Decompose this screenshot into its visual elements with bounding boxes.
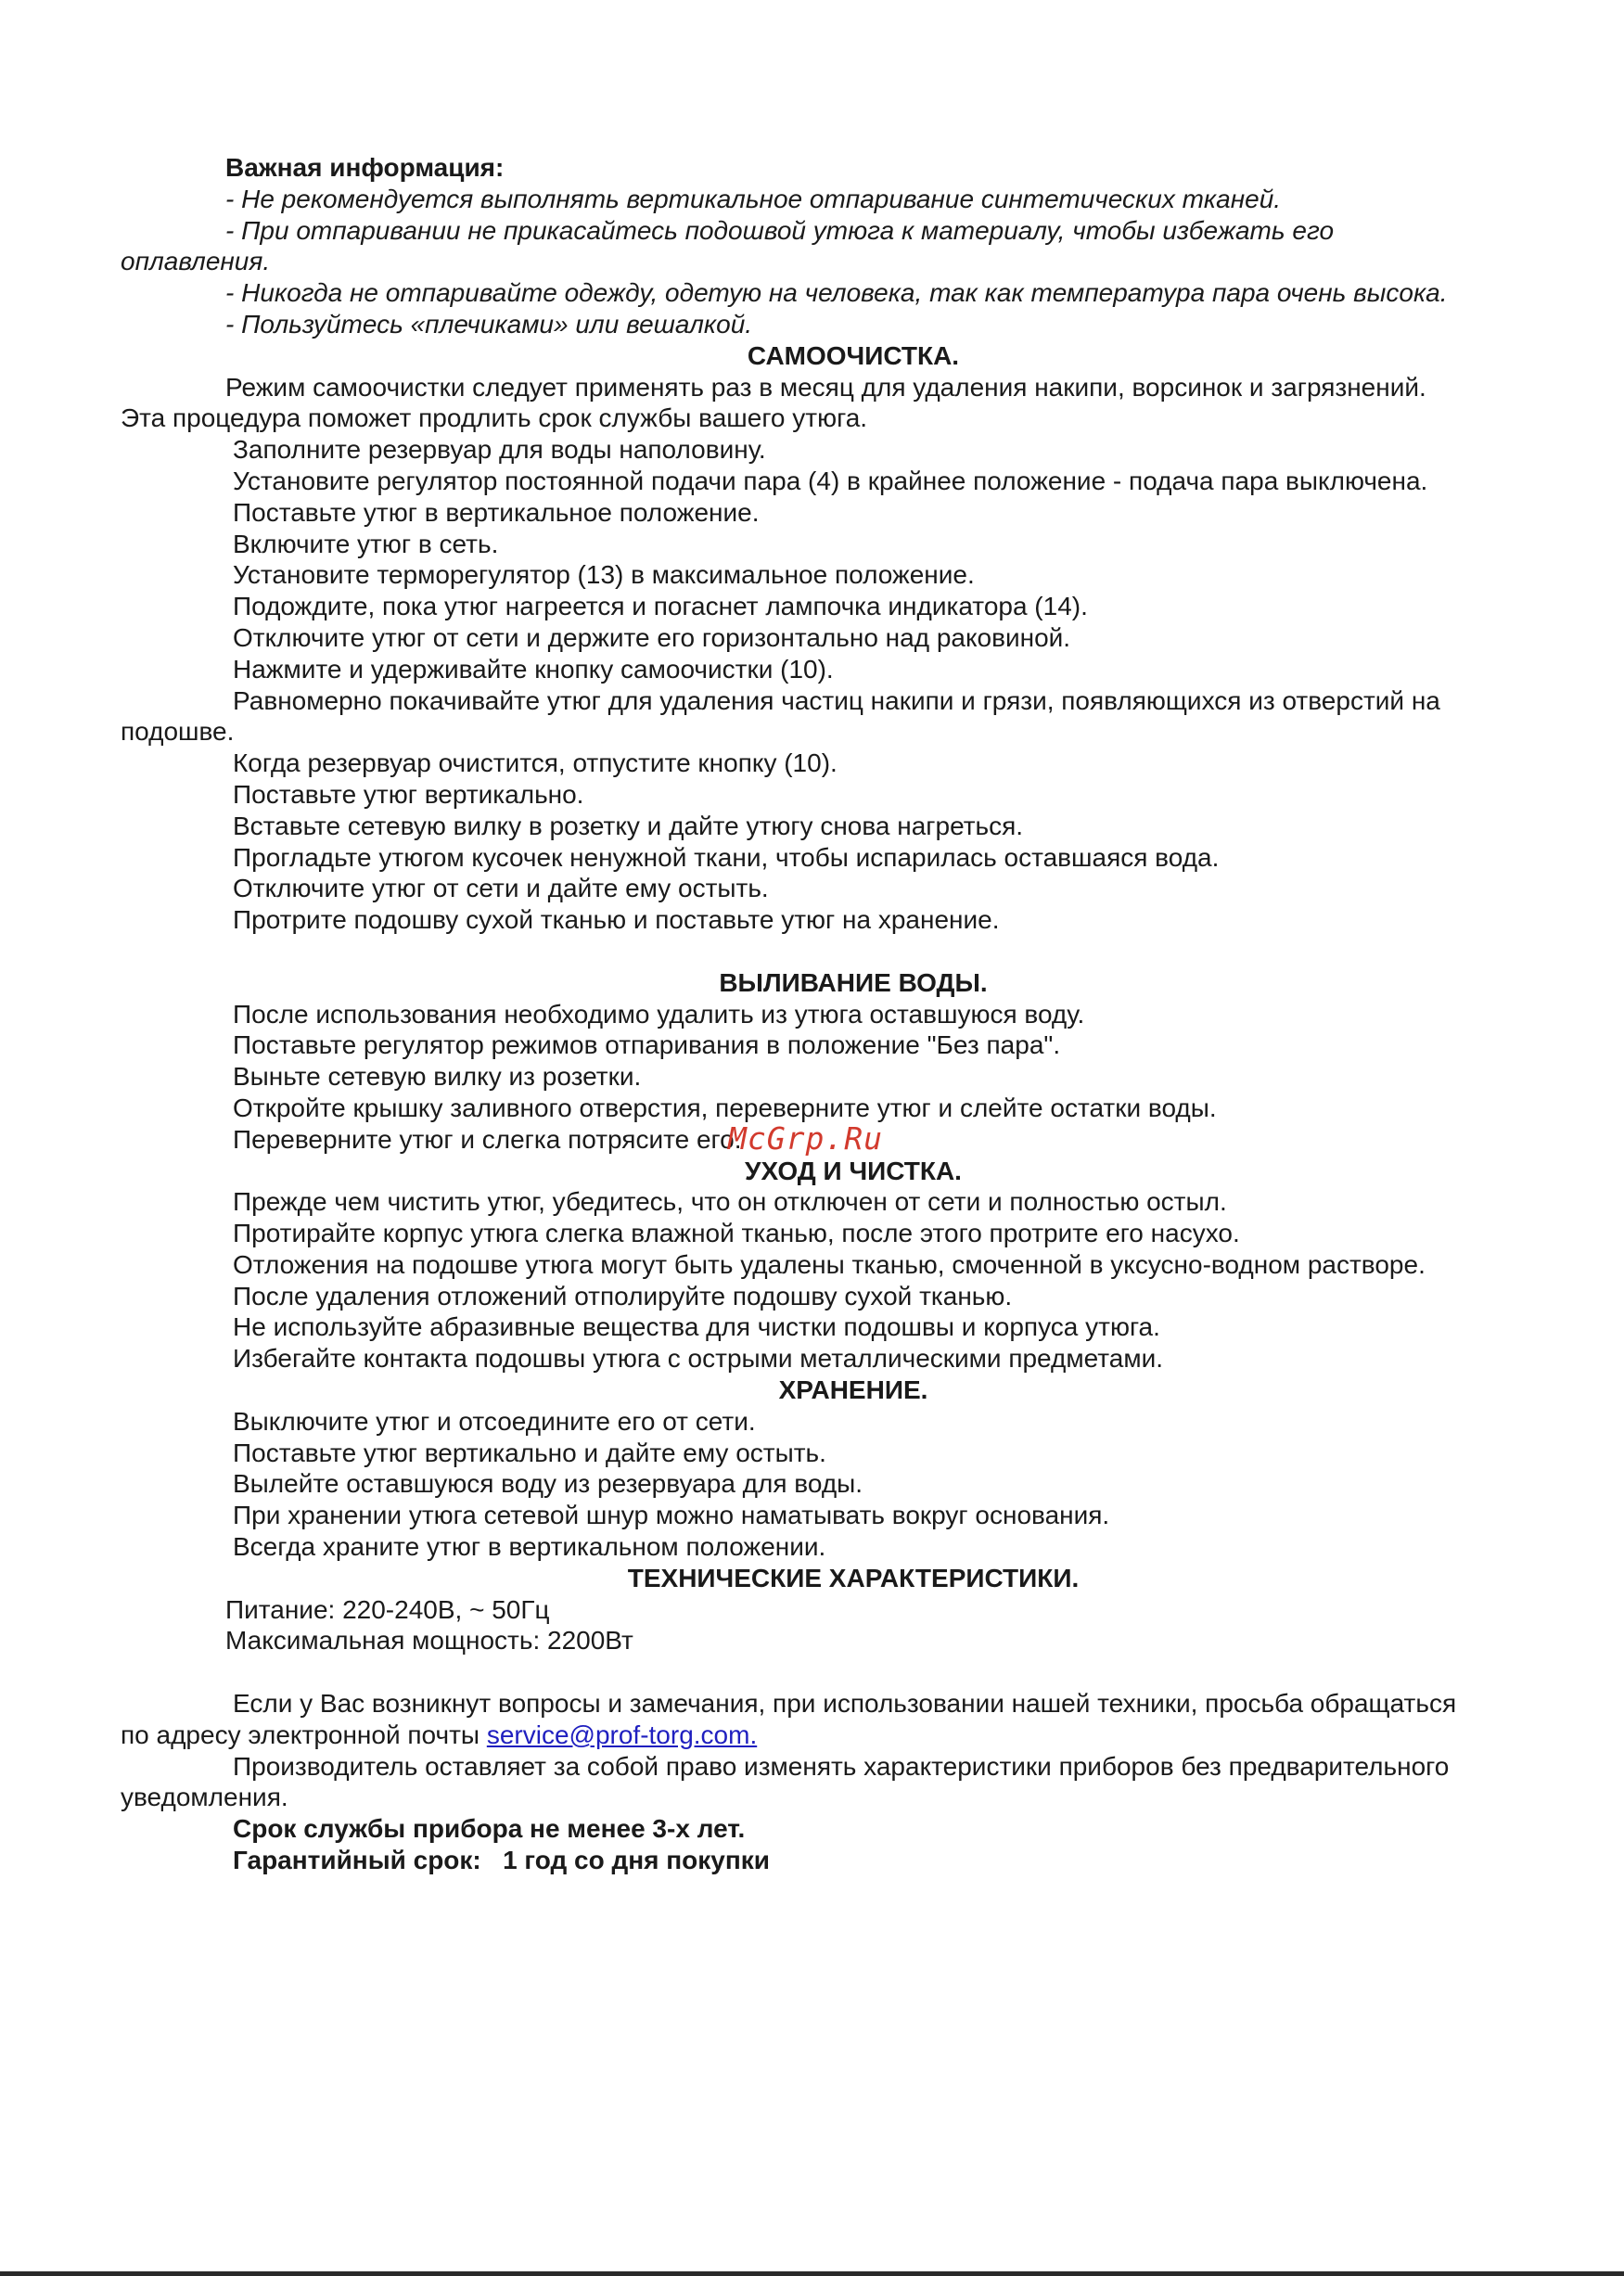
self-cleaning-step: Прогладьте утюгом кусочек ненужной ткани, чтобы испарилась оставшаяся вода. [233,842,1220,872]
storage-step: При хранении утюга сетевой шнур можно наматывать вокруг основания. [233,1501,1110,1530]
care-step: Отложения на подошве утюга могут быть удалены тканью, смоченной в уксусно-водном растворе. [233,1249,1426,1279]
water-draining-step: Выньте сетевую вилку из розетки. [233,1062,642,1092]
specs-heading: ТЕХНИЧЕСКИЕ ХАРАКТЕРИСТИКИ. [627,1563,1080,1592]
section-gap [121,1656,1465,1688]
contact-paragraph [121,1688,1465,1751]
bottom-rule [0,2271,1624,2276]
storage-step: Поставьте утюг вертикально и дайте ему остыть. [233,1438,826,1467]
storage-step: Всегда храните утюг в вертикальном положении. [233,1532,826,1562]
self-cleaning-step: Поставьте утюг в вертикальное положение. [233,497,760,527]
self-cleaning-step: Отключите утюг от сети и держите его горизонтально над раковиной. [233,622,1071,652]
important-item: - Пользуйтесь «плечиками» или вешалкой. [225,309,753,339]
document-page [121,152,1465,1876]
self-cleaning-step: Включите утюг в сеть. [233,529,499,558]
self-cleaning-intro: Режим самоочистки следует применять раз в месяц для удаления накипи, ворсинок и загрязнений. Эта процедура поможет продлить срок службы вашего утюга. [121,372,1426,433]
care-step: После удаления отложений отполируйте подошву сухой тканью. [233,1281,1013,1311]
spec-power-supply: Питание: 220-240В, ~ 50Гц [225,1594,550,1624]
water-draining-step: После использования необходимо удалить из утюга оставшуюся воду. [233,999,1085,1029]
self-cleaning-step: Нажмите и удерживайте кнопку самоочистки (10). [233,654,834,684]
self-cleaning-step: Отключите утюг от сети и дайте ему остыть. [233,874,769,903]
care-heading: УХОД И ЧИСТКА. [745,1156,962,1185]
self-cleaning-step: Вставьте сетевую вилку в розетку и дайте утюгу снова нагреться. [233,811,1024,840]
section-gap [121,936,1465,967]
important-item: - Никогда не отпаривайте одежду, одетую на человека, так как температура пара очень высока. [225,278,1448,308]
water-draining-step: Переверните утюг и слегка потрясите его. [233,1124,742,1154]
self-cleaning-heading: САМООЧИСТКА. [747,340,960,370]
self-cleaning-step: Установите регулятор постоянной подачи пара (4) в крайнее положение - подача пара выключена. [233,466,1428,495]
important-item: - Не рекомендуется выполнять вертикальное отпаривание синтетических тканей. [225,184,1282,213]
care-step: Не используйте абразивные вещества для чистки подошвы и корпуса утюга. [233,1312,1160,1342]
self-cleaning-step: Когда резервуар очистится, отпустите кнопку (10). [233,748,838,778]
water-draining-step: Откройте крышку заливного отверстия, переверните утюг и слейте остатки воды. [233,1093,1217,1122]
watermark: McGrp.Ru [728,1120,883,1157]
self-cleaning-step: Протрите подошву сухой тканью и поставьте утюг на хранение. [233,905,1000,935]
self-cleaning-step: Заполните резервуар для воды наполовину. [233,435,766,465]
spec-max-power: Максимальная мощность: 2200Вт [225,1626,633,1656]
self-cleaning-step: Подождите, пока утюг нагреется и погаснет лампочка индикатора (14). [233,592,1088,621]
storage-heading: ХРАНЕНИЕ. [778,1375,928,1405]
warranty: Гарантийный срок: 1 год со дня покупки [233,1846,771,1875]
service-life: Срок службы прибора не менее 3-х лет. [233,1814,746,1844]
care-step: Избегайте контакта подошвы утюга с острыми металлическими предметами. [233,1344,1163,1374]
email-link[interactable]: service@prof-torg.com. [486,1720,758,1749]
contact-text: Если у Вас возникнут вопросы и замечания, при использовании нашей техники, просьба обращаться по адресу электронной почты [121,1689,1457,1749]
self-cleaning-step: Поставьте утюг вертикально. [233,779,584,809]
important-title: Важная информация: [225,153,505,182]
storage-step: Вылейте оставшуюся воду из резервуара для воды. [233,1469,863,1499]
water-draining-heading: ВЫЛИВАНИЕ ВОДЫ. [719,967,988,997]
storage-step: Выключите утюг и отсоедините его от сети. [233,1406,756,1436]
water-draining-step: Поставьте регулятор режимов отпаривания в положение "Без пара". [233,1030,1061,1060]
care-step: Протирайте корпус утюга слегка влажной тканью, после этого протрите его насухо. [233,1219,1240,1248]
care-step: Прежде чем чистить утюг, убедитесь, что он отключен от сети и полностью остыл. [233,1187,1227,1217]
disclaimer: Производитель оставляет за собой право изменять характеристики приборов без предварительного уведомления. [121,1751,1450,1812]
self-cleaning-step: Равномерно покачивайте утюг для удаления частиц накипи и грязи, появляющихся из отверстий на подошве. [121,685,1440,747]
important-item: - При отпаривании не прикасайтесь подошвой утюга к материалу, чтобы избежать его оплавления. [121,215,1335,276]
self-cleaning-step: Установите терморегулятор (13) в максимальное положение. [233,560,975,590]
